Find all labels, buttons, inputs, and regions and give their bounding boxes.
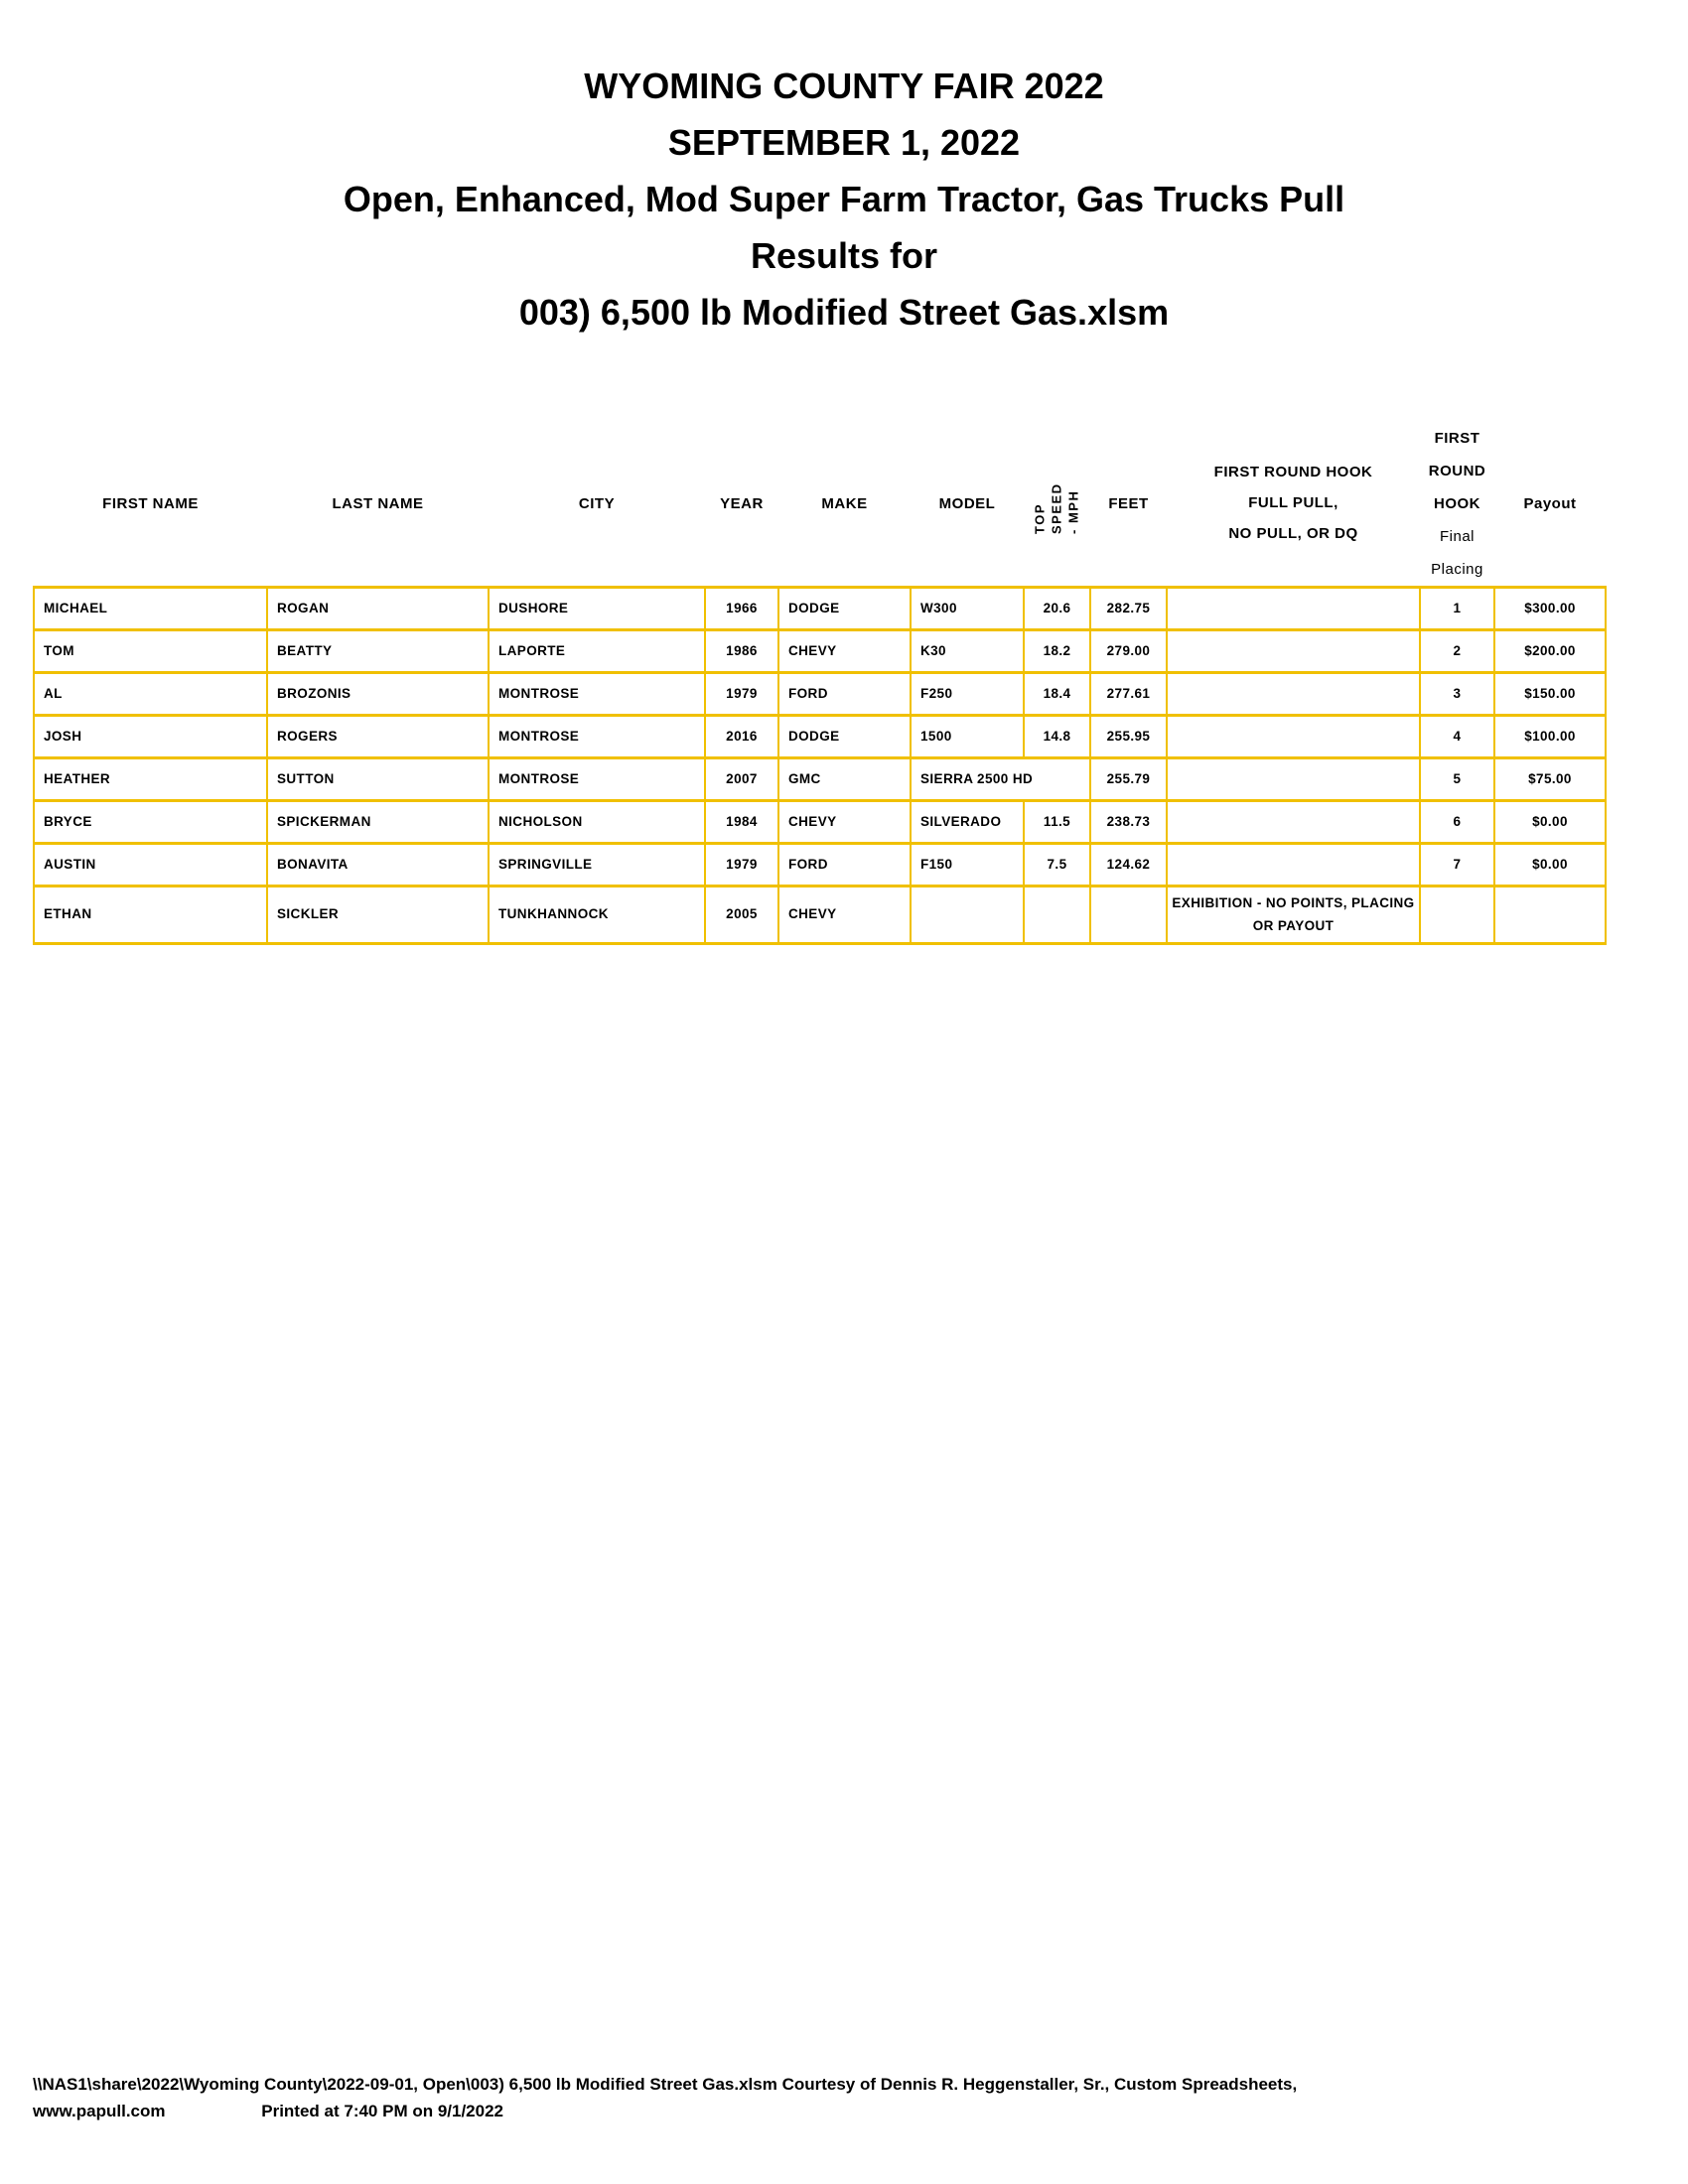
cell-first-name: AL (34, 673, 267, 716)
cell-make: FORD (778, 673, 911, 716)
footer-file-path: \\NAS1\share\2022\Wyoming County\2022-09-01, Open\003) 6,500 lb Modified Street Gas.xlsm Courtesy of Dennis R. Heggenstaller, Sr., Custom Spreadsheets, (33, 2075, 1298, 2094)
header-payout: Payout (1523, 495, 1577, 512)
cell-final-placing: 4 (1420, 716, 1494, 758)
cell-final-placing: 7 (1420, 844, 1494, 887)
title-block (0, 58, 1688, 341)
cell-year: 2007 (705, 758, 778, 801)
cell-first-name: ETHAN (34, 887, 267, 944)
cell-payout: $100.00 (1494, 716, 1606, 758)
cell-top-speed: 14.8 (1024, 716, 1090, 758)
table-row (34, 801, 1606, 844)
page-footer (33, 2071, 1297, 2124)
header-feet: FEET (1108, 495, 1149, 512)
header-first-name: FIRST NAME (102, 495, 199, 512)
cell-feet: 277.61 (1090, 673, 1167, 716)
cell-last-name: BROZONIS (267, 673, 489, 716)
header-top-speed-text: TOP SPEED - MPH (1032, 481, 1080, 534)
cell-last-name: BONAVITA (267, 844, 489, 887)
cell-make: FORD (778, 844, 911, 887)
cell-city: MONTROSE (489, 673, 705, 716)
results-table (33, 422, 1607, 945)
hook-header-line2: FULL PULL, (1248, 494, 1338, 512)
cell-year: 1986 (705, 630, 778, 673)
cell-feet: 255.95 (1090, 716, 1167, 758)
header-city: CITY (578, 495, 616, 512)
title-results-for: Results for (750, 235, 938, 276)
cell-make: CHEVY (778, 801, 911, 844)
cell-feet: 255.79 (1090, 758, 1167, 801)
cell-payout: $0.00 (1494, 801, 1606, 844)
cell-make: GMC (778, 758, 911, 801)
cell-payout: $0.00 (1494, 844, 1606, 887)
cell-year: 1984 (705, 801, 778, 844)
hook-header-line3: NO PULL, OR DQ (1228, 524, 1358, 542)
title-class-file: 003) 6,500 lb Modified Street Gas.xlsm (518, 292, 1170, 333)
cell-first-name: BRYCE (34, 801, 267, 844)
cell-model: W300 (911, 588, 1024, 630)
cell-last-name: SUTTON (267, 758, 489, 801)
cell-city: NICHOLSON (489, 801, 705, 844)
cell-first-round-hook (1167, 801, 1420, 844)
cell-first-round-hook (1167, 844, 1420, 887)
placing-header-line2: HOOK (1434, 495, 1480, 512)
cell-city: SPRINGVILLE (489, 844, 705, 887)
cell-payout: $150.00 (1494, 673, 1606, 716)
cell-year: 1966 (705, 588, 778, 630)
title-fair-name: WYOMING COUNTY FAIR 2022 (584, 66, 1104, 106)
cell-feet (1090, 887, 1167, 944)
cell-city: DUSHORE (489, 588, 705, 630)
cell-make: CHEVY (778, 630, 911, 673)
cell-city: LAPORTE (489, 630, 705, 673)
header-make: MAKE (821, 495, 868, 512)
cell-first-round-hook (1167, 630, 1420, 673)
header-top-speed (1024, 422, 1090, 588)
cell-model: K30 (911, 630, 1024, 673)
cell-city: MONTROSE (489, 758, 705, 801)
cell-payout: $75.00 (1494, 758, 1606, 801)
cell-payout: $200.00 (1494, 630, 1606, 673)
cell-final-placing (1420, 887, 1494, 944)
footer-website: www.papull.com (33, 2102, 166, 2120)
table-row (34, 630, 1606, 673)
cell-final-placing: 3 (1420, 673, 1494, 716)
table-row (34, 758, 1606, 801)
cell-make: CHEVY (778, 887, 911, 944)
header-year: YEAR (720, 495, 764, 512)
cell-feet: 238.73 (1090, 801, 1167, 844)
cell-last-name: BEATTY (267, 630, 489, 673)
header-first-round-hook (1167, 422, 1420, 588)
cell-top-speed: 11.5 (1024, 801, 1090, 844)
cell-model: SIERRA 2500 HD (911, 758, 1090, 801)
cell-final-placing: 5 (1420, 758, 1494, 801)
hook-header-line1: FIRST ROUND HOOK (1213, 464, 1373, 481)
cell-first-name: TOM (34, 630, 267, 673)
results-table-body (34, 588, 1606, 944)
cell-final-placing: 2 (1420, 630, 1494, 673)
cell-top-speed: 18.4 (1024, 673, 1090, 716)
cell-model (911, 887, 1024, 944)
cell-make: DODGE (778, 588, 911, 630)
cell-year: 2016 (705, 716, 778, 758)
table-row (34, 844, 1606, 887)
cell-year: 1979 (705, 844, 778, 887)
cell-year: 2005 (705, 887, 778, 944)
table-row (34, 588, 1606, 630)
cell-last-name: ROGERS (267, 716, 489, 758)
cell-model: F150 (911, 844, 1024, 887)
header-last-name: LAST NAME (332, 495, 424, 512)
cell-first-name: HEATHER (34, 758, 267, 801)
cell-payout (1494, 887, 1606, 944)
cell-final-placing: 6 (1420, 801, 1494, 844)
cell-first-name: AUSTIN (34, 844, 267, 887)
cell-model: F250 (911, 673, 1024, 716)
table-row (34, 716, 1606, 758)
cell-first-round-hook (1167, 673, 1420, 716)
cell-first-round-hook: EXHIBITION - NO POINTS, PLACING OR PAYOUT (1167, 887, 1420, 944)
cell-last-name: ROGAN (267, 588, 489, 630)
cell-city: MONTROSE (489, 716, 705, 758)
cell-feet: 279.00 (1090, 630, 1167, 673)
table-row (34, 887, 1606, 944)
header-model: MODEL (938, 495, 996, 512)
cell-year: 1979 (705, 673, 778, 716)
cell-top-speed: 20.6 (1024, 588, 1090, 630)
table-row (34, 673, 1606, 716)
cell-top-speed: 18.2 (1024, 630, 1090, 673)
cell-last-name: SICKLER (267, 887, 489, 944)
cell-first-round-hook (1167, 758, 1420, 801)
header-final-placing (1420, 422, 1494, 588)
cell-final-placing: 1 (1420, 588, 1494, 630)
title-date: SEPTEMBER 1, 2022 (667, 122, 1021, 163)
table-header-row (34, 422, 1606, 588)
cell-first-name: JOSH (34, 716, 267, 758)
table-header (34, 422, 1606, 588)
cell-first-round-hook (1167, 716, 1420, 758)
footer-line2 (33, 2098, 1297, 2124)
cell-first-name: MICHAEL (34, 588, 267, 630)
footer-printed-at: Printed at 7:40 PM on 9/1/2022 (261, 2102, 503, 2120)
cell-top-speed: 7.5 (1024, 844, 1090, 887)
title-event: Open, Enhanced, Mod Super Farm Tractor, Gas Trucks Pull (343, 179, 1345, 219)
placing-header-line3: Final Placing (1431, 528, 1483, 578)
cell-model: 1500 (911, 716, 1024, 758)
cell-first-round-hook (1167, 588, 1420, 630)
cell-model: SILVERADO (911, 801, 1024, 844)
cell-feet: 124.62 (1090, 844, 1167, 887)
cell-feet: 282.75 (1090, 588, 1167, 630)
placing-header-line1: FIRST ROUND (1428, 430, 1486, 479)
cell-last-name: SPICKERMAN (267, 801, 489, 844)
cell-city: TUNKHANNOCK (489, 887, 705, 944)
cell-make: DODGE (778, 716, 911, 758)
cell-payout: $300.00 (1494, 588, 1606, 630)
cell-top-speed (1024, 887, 1090, 944)
